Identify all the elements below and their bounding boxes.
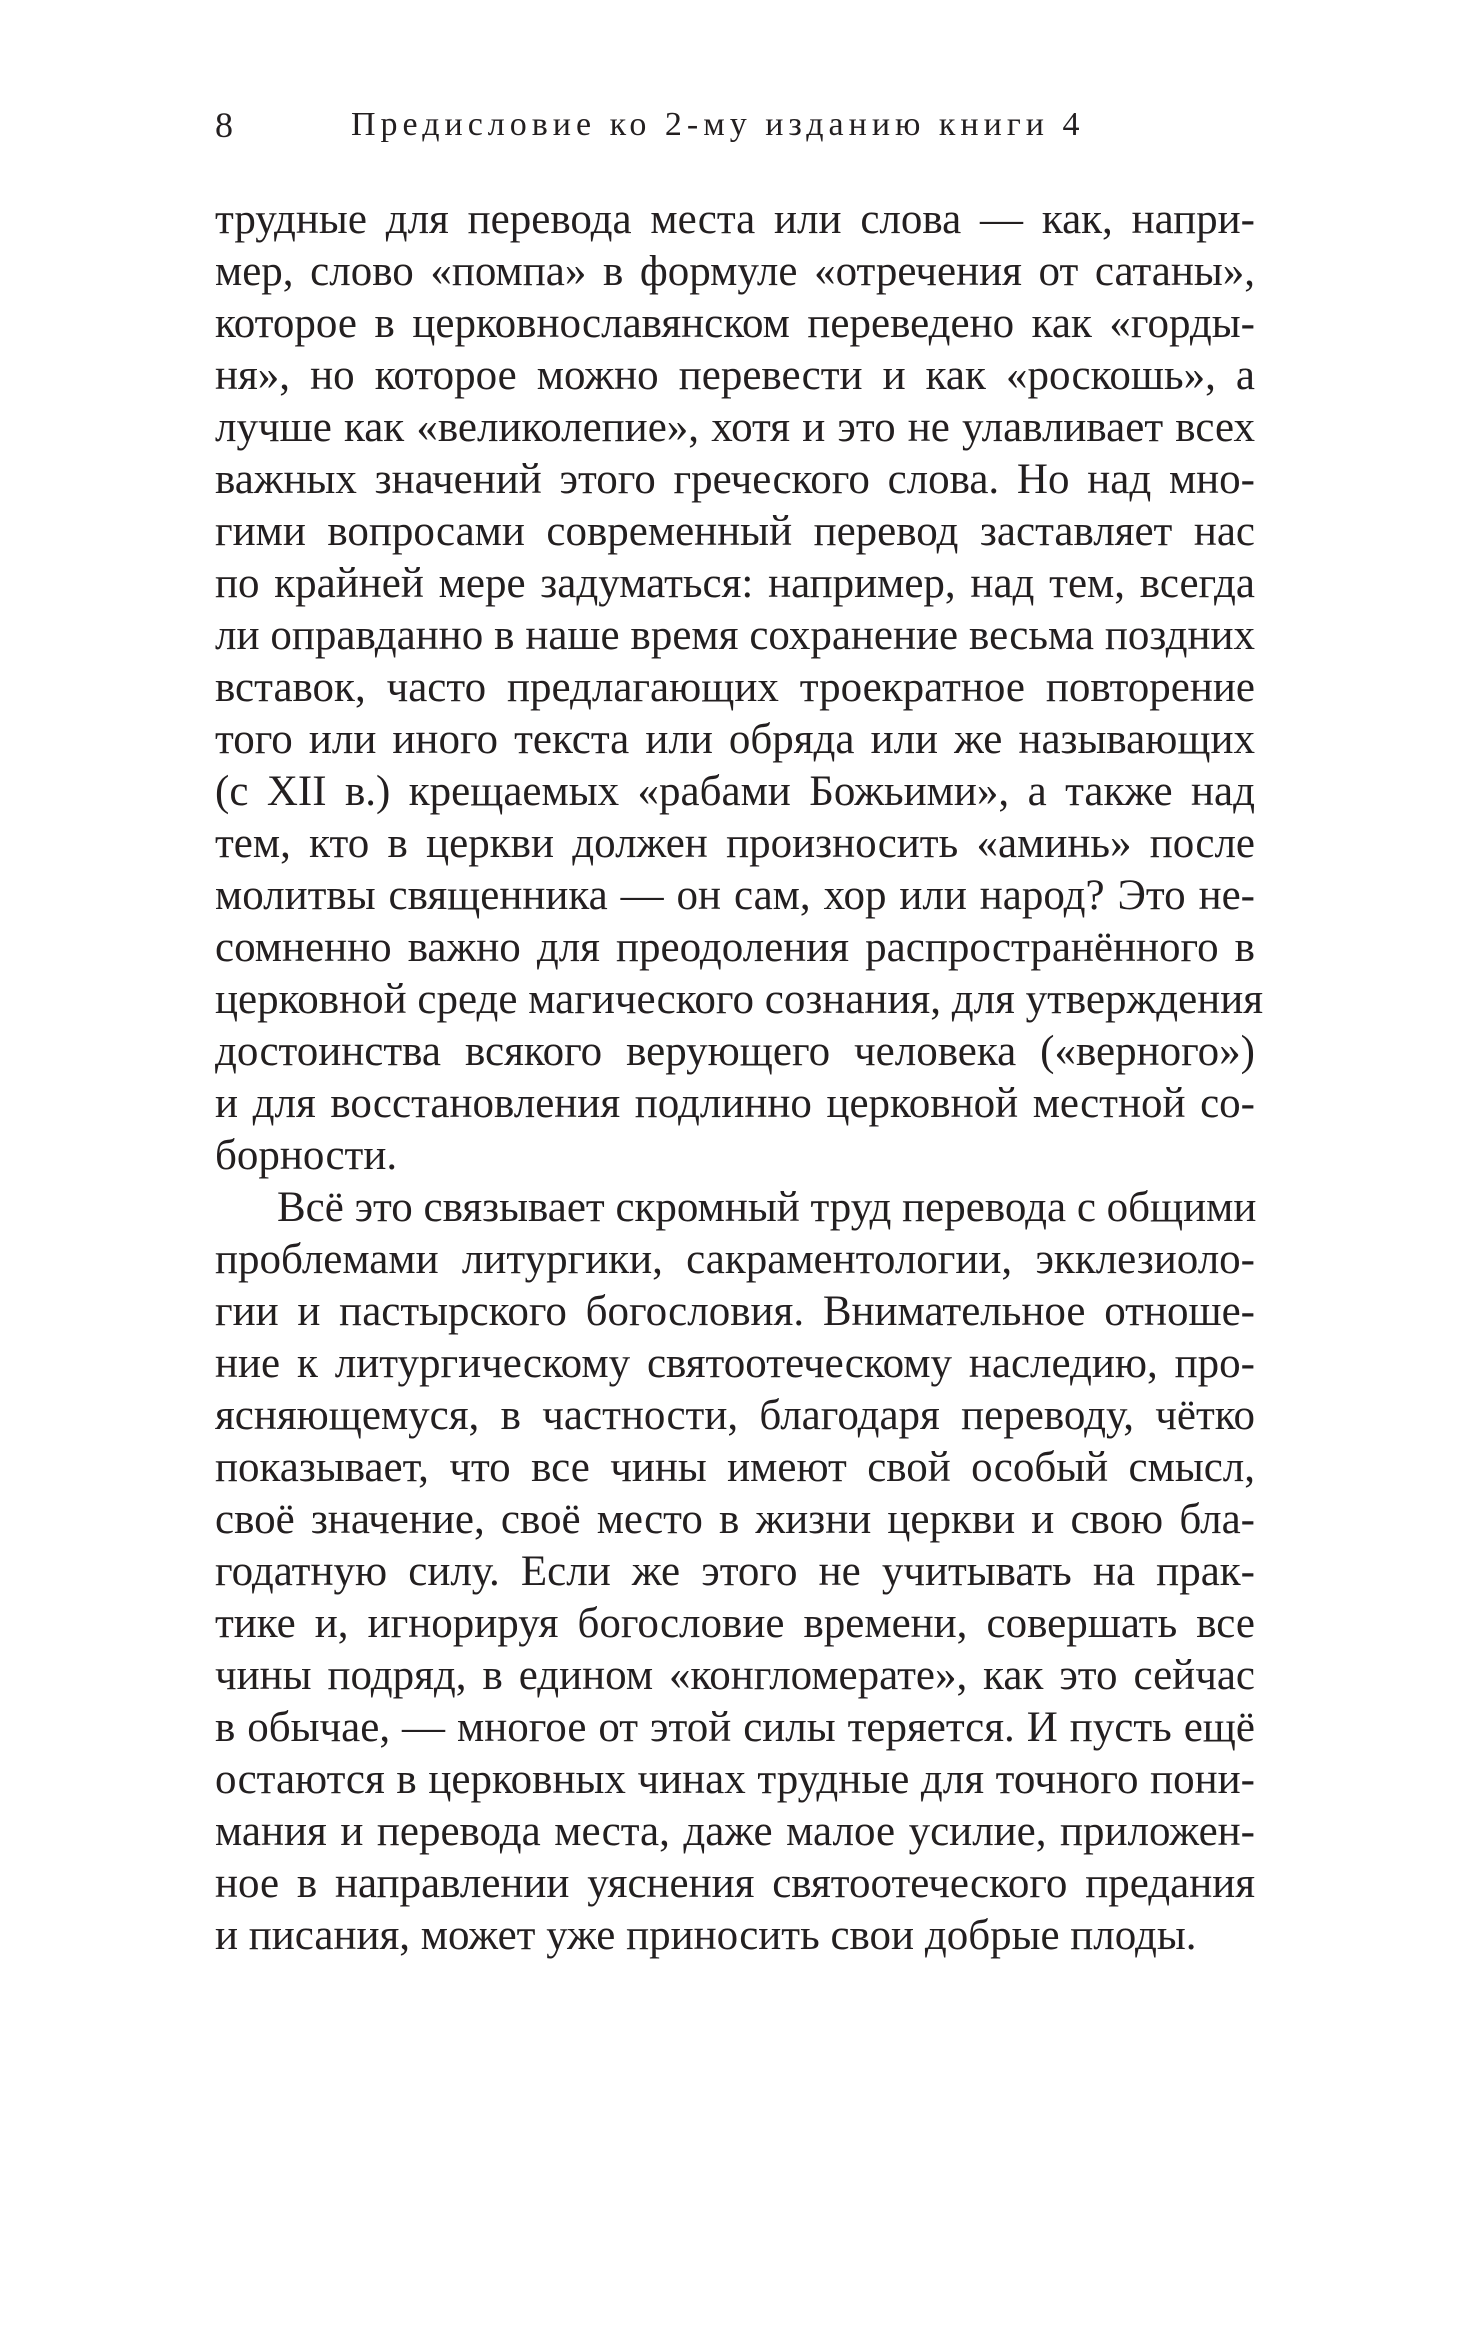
text-line: тем, кто в церкви должен произносить «аминь» после [215,820,1255,867]
paragraph [215,1182,1255,1962]
text-line: остаются в церковных чинах трудные для точного пони- [215,1756,1255,1803]
page-number: 8 [215,105,233,145]
text-line: и писания, может уже приносить свои добрые плоды. [215,1912,1197,1959]
text-line: трудные для перевода места или слова — как, напри- [215,196,1255,243]
text-line: того или иного текста или обряда или же называющих [215,716,1255,763]
text-line: борности. [215,1132,398,1179]
text-line: лучше как «великолепие», хотя и это не улавливает всех [215,404,1255,451]
text-line: вставок, часто предлагающих троекратное повторение [215,664,1255,711]
text-line: годатную силу. Если же этого не учитывать на прак- [215,1548,1255,1595]
text-line: важных значений этого греческого слова. Но над мно- [215,456,1255,503]
text-line: ное в направлении уяснения святоотеческого предания [215,1860,1255,1907]
text-line: сомненно важно для преодоления распространённого в [215,924,1255,971]
text-line: Всё это связывает скромный труд перевода с общими [277,1184,1257,1231]
text-line: мер, слово «помпа» в формуле «отречения от сатаны», [215,248,1255,295]
text-line: своё значение, своё место в жизни церкви и свою бла- [215,1496,1255,1543]
text-line: проблемами литургики, сакраментологии, экклезиоло- [215,1236,1255,1283]
text-line: (с XII в.) крещаемых «рабами Божьими», а также над [215,768,1255,815]
body-text [215,194,1263,1962]
running-head [215,100,1255,150]
text-line: которое в церковнославянском переведено как «горды- [215,300,1255,347]
text-line: молитвы священника — он сам, хор или народ? Это не- [215,872,1255,919]
text-line: гии и пастырского богословия. Внимательное отноше- [215,1288,1255,1335]
text-line: по крайней мере задуматься: например, над тем, всегда [215,560,1255,607]
text-line: показывает, что все чины имеют свой особый смысл, [215,1444,1255,1491]
text-line: ли оправданно в наше время сохранение весьма поздних [215,612,1255,659]
text-line: мания и перевода места, даже малое усилие, приложен- [215,1808,1255,1855]
text-line: ня», но которое можно перевести и как «роскошь», а [215,352,1255,399]
text-line: гими вопросами современный перевод заставляет нас [215,508,1255,555]
text-line: чины подряд, в едином «конгломерате», как это сейчас [215,1652,1255,1699]
text-line: церковной среде магического сознания, для утверждения [215,976,1263,1023]
running-head-title: Предисловие ко 2-му изданию книги 4 [351,106,1085,143]
paragraph [215,194,1263,1182]
text-line: достоинства всякого верующего человека («верного») [215,1028,1255,1075]
text-line: и для восстановления подлинно церковной местной со- [215,1080,1255,1127]
text-line: тике и, игнорируя богословие времени, совершать все [215,1600,1255,1647]
text-line: ясняющемуся, в частности, благодаря переводу, чётко [215,1392,1255,1439]
text-line: в обычае, — многое от этой силы теряется. И пусть ещё [215,1704,1255,1751]
text-line: ние к литургическому святоотеческому наследию, про- [215,1340,1255,1387]
